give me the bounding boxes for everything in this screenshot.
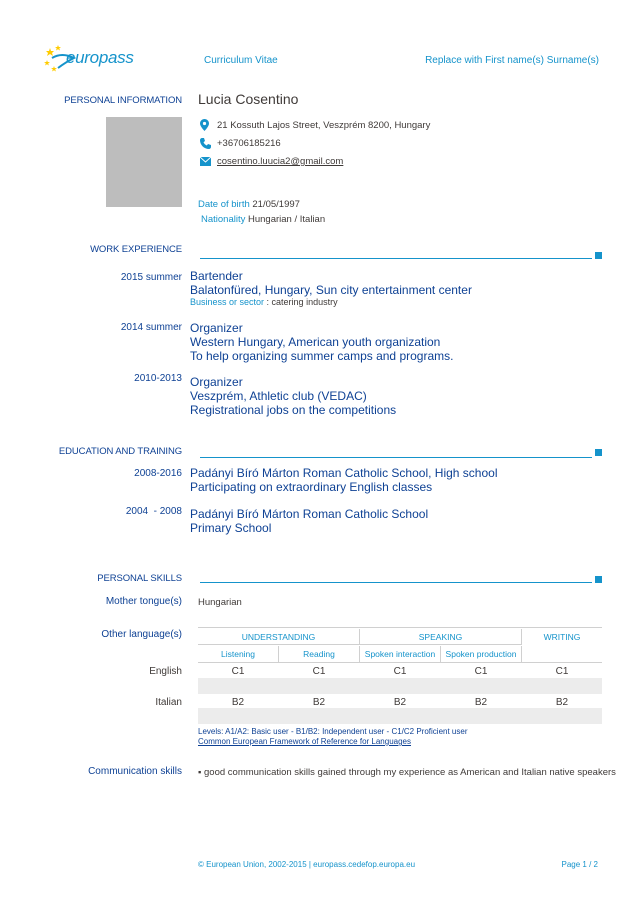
photo-placeholder [106,117,182,207]
email-icon [200,157,211,169]
language-table-header [198,627,602,664]
mother-tongue-label: Mother tongue(s) [105,596,182,607]
section-label-personal-information: PERSONAL INFORMATION [64,95,182,106]
phone: +36706185216 [217,138,281,149]
work-sector-1 [190,297,338,307]
level-cell: C1 [231,666,245,677]
communication-skills-value: ▪ good communication skills gained through my experience as American and Italian native speakers [198,767,616,778]
level-cell: C1 [474,666,488,677]
edu-line-2b: Primary School [190,521,272,535]
section-marker [595,576,602,583]
level-cell: C1 [555,666,569,677]
edu-line-1a: Padányi Bíró Márton Roman Catholic School, High school [190,466,498,480]
level-cell: C1 [393,666,407,677]
dob-value: 21/05/1997 [252,199,300,210]
work-title-1: Bartender [190,269,243,283]
work-date-3: 2010-2013 [134,373,182,384]
section-marker [595,449,602,456]
section-label-education: EDUCATION AND TRAINING [58,446,182,457]
dob-row [198,199,300,210]
section-divider [200,457,592,458]
edu-line-2a: Padányi Bíró Márton Roman Catholic School [190,507,429,521]
levels-note: Levels: A1/A2: Basic user - B1/B2: Independent user - C1/C2 Proficient user [198,727,468,736]
work-title-3: Organizer [190,375,243,389]
certificate-row-shade [198,678,602,694]
sector-label: Business or sector [190,297,265,307]
email-link[interactable]: cosentino.luucia2@gmail.com [217,156,344,167]
other-languages-label: Other language(s) [101,629,182,640]
section-label-work-experience: WORK EXPERIENCE [90,244,182,255]
header-writing: WRITING [543,632,581,642]
address: 21 Kossuth Lajos Street, Veszprém 8200, Hungary [217,120,431,131]
subheader-spoken-interaction: Spoken interaction [360,646,441,662]
subheader-reading: Reading [279,646,360,662]
work-title-2: Organizer [190,321,243,335]
communication-skills-label: Communication skills [88,766,182,777]
cv-title: Curriculum Vitae [204,55,278,66]
work-line-1b: Balatonfüred, Hungary, Sun city entertainment center [190,283,472,297]
edu-line-1b: Participating on extraordinary English classes [190,480,433,494]
dob-label: Date of birth [198,199,250,210]
subheader-listening: Listening [198,646,279,662]
certificate-row-shade [198,708,602,724]
language-name-english: English [149,666,182,677]
work-date-2: 2014 summer [120,322,182,333]
section-divider [200,582,592,583]
full-name: Lucia Cosentino [198,91,299,107]
nationality-label: Nationality [201,214,246,225]
level-cell: B2 [474,697,488,708]
work-date-1: 2015 summer [120,272,182,283]
section-divider [200,258,592,259]
section-label-personal-skills: PERSONAL SKILLS [97,573,182,584]
nationality-value: Hungarian / Italian [248,214,326,225]
footer-copyright: © European Union, 2002-2015 | europass.cedefop.europa.eu [198,860,416,869]
section-marker [595,252,602,259]
header-speaking: SPEAKING [360,629,522,645]
language-name-italian: Italian [155,697,182,708]
cefr-link[interactable]: Common European Framework of Reference for Languages [198,737,411,746]
logo-text: europass [66,48,134,67]
footer-page-number: Page 1 / 2 [561,860,598,869]
sector-value: : catering industry [266,297,338,307]
mother-tongue-value: Hungarian [198,597,242,608]
location-pin-icon [200,119,209,134]
subheader-spoken-production: Spoken production [441,646,522,662]
edu-date-2: 2004 - 2008 [125,506,182,517]
work-line-2b: Western Hungary, American youth organization [190,335,441,349]
level-cell: B2 [231,697,245,708]
edu-date-1: 2008-2016 [134,468,182,479]
nationality-row [201,214,325,225]
table-rule [198,662,602,663]
work-line-3b: Veszprém, Athletic club (VEDAC) [190,389,367,403]
work-line-2c: To help organizing summer camps and programs. [190,349,454,363]
level-cell: B2 [312,697,326,708]
work-line-3c: Registrational jobs on the competitions [190,403,397,417]
europass-logo [44,44,134,74]
level-cell: C1 [312,666,326,677]
name-placeholder: Replace with First name(s) Surname(s) [425,55,599,66]
header-understanding: UNDERSTANDING [198,629,360,645]
level-cell: B2 [555,697,569,708]
phone-icon [200,138,211,152]
level-cell: B2 [393,697,407,708]
